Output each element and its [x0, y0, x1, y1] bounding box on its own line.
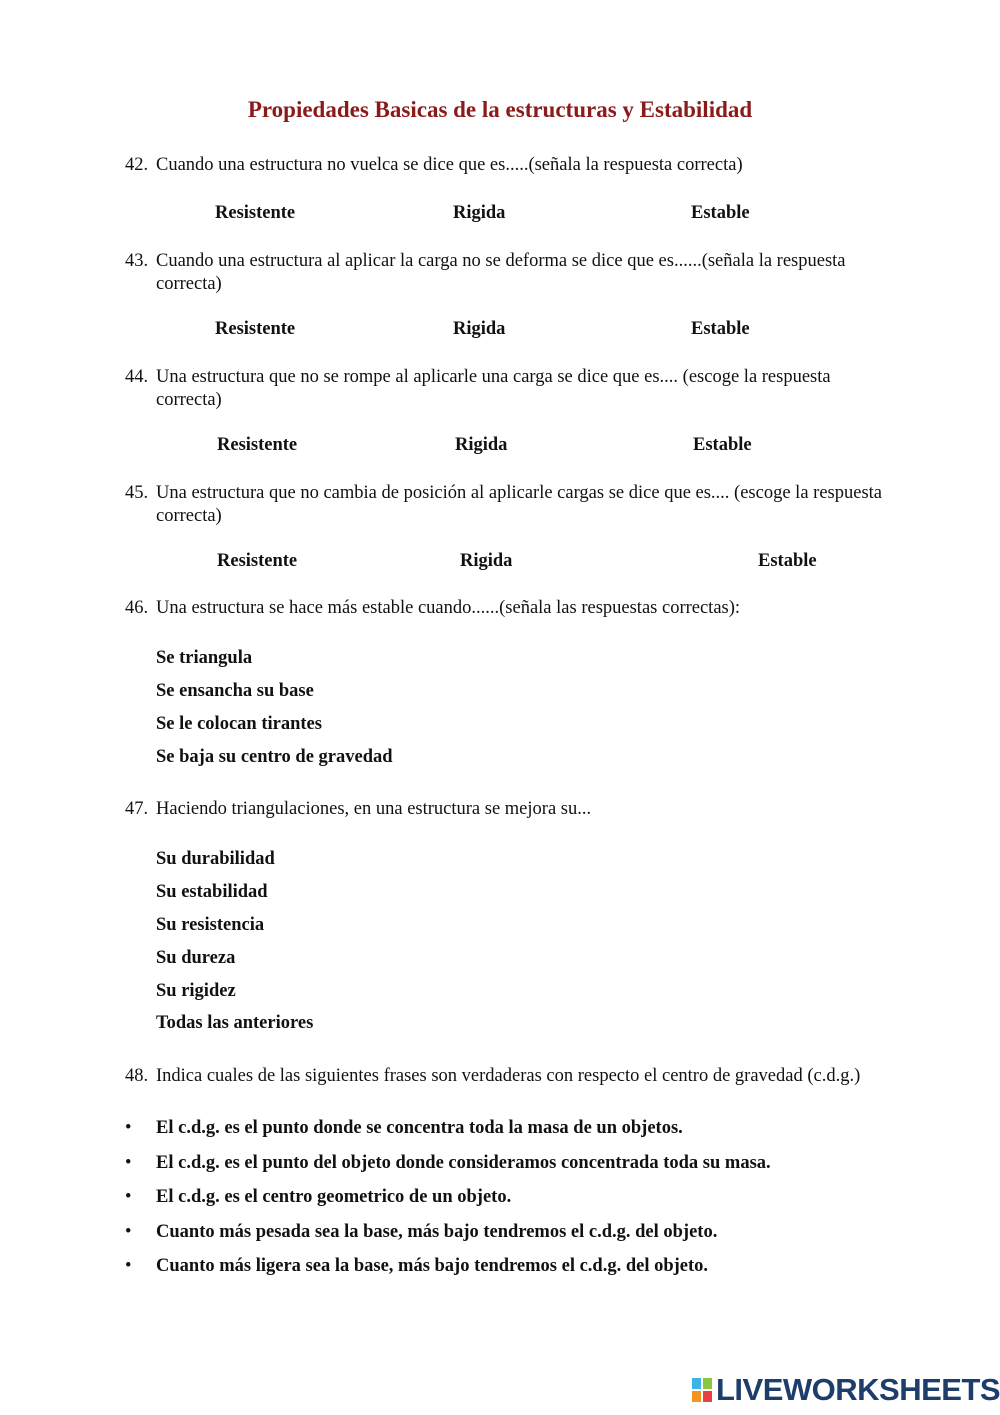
bullet-icon: • [125, 1118, 132, 1138]
option-rigida[interactable]: Rigida [455, 435, 508, 455]
question-44 [125, 366, 885, 412]
option-su-durabilidad[interactable]: Su durabilidad [156, 849, 275, 869]
option-rigida[interactable]: Rigida [453, 203, 506, 223]
option-se-triangula[interactable]: Se triangula [156, 648, 253, 668]
option-estable[interactable]: Estable [693, 435, 752, 455]
option-su-dureza[interactable]: Su dureza [156, 948, 236, 968]
bullet-icon: • [125, 1153, 132, 1173]
statement-text: Cuanto más pesada sea la base, más bajo tendremos el c.d.g. del objeto. [156, 1222, 718, 1242]
question-number: 45. [125, 483, 149, 503]
page-title: Propiedades Basicas de la estructuras y Estabilidad [247, 97, 753, 122]
question-text: Cuando una estructura al aplicar la carga no se deforma se dice que es......(señala la respuesta correcta) [156, 251, 846, 294]
option-resistente[interactable]: Resistente [217, 435, 298, 455]
option-resistente[interactable]: Resistente [215, 203, 296, 223]
option-se-le-colocan-tirantes[interactable]: Se le colocan tirantes [156, 714, 322, 734]
statement-4[interactable] [125, 1222, 717, 1243]
option-se-baja-su-centro-de-gravedad[interactable]: Se baja su centro de gravedad [156, 747, 393, 767]
option-su-rigidez[interactable]: Su rigidez [156, 981, 236, 1001]
question-text: Una estructura se hace más estable cuando......(señala las respuestas correctas): [156, 598, 741, 618]
bullet-icon: • [125, 1187, 132, 1207]
question-text: Haciendo triangulaciones, en una estructura se mejora su... [156, 799, 592, 819]
question-text: Cuando una estructura no vuelca se dice que es.....(señala la respuesta correcta) [156, 155, 743, 175]
bullet-icon: • [125, 1256, 132, 1276]
option-resistente[interactable]: Resistente [215, 319, 296, 339]
question-45 [125, 482, 885, 528]
question-number: 44. [125, 367, 149, 387]
question-number: 47. [125, 799, 149, 819]
question-number: 46. [125, 598, 149, 618]
statement-5[interactable] [125, 1256, 708, 1277]
question-48 [125, 1065, 885, 1088]
question-47 [125, 798, 885, 821]
statement-text: El c.d.g. es el centro geometrico de un objeto. [156, 1187, 512, 1207]
option-su-resistencia[interactable]: Su resistencia [156, 915, 265, 935]
option-todas-las-anteriores[interactable]: Todas las anteriores [156, 1013, 314, 1033]
statement-2[interactable] [125, 1153, 771, 1174]
option-estable[interactable]: Estable [758, 551, 817, 571]
question-number: 42. [125, 155, 149, 175]
liveworksheets-logo [692, 1372, 1000, 1408]
statement-text: El c.d.g. es el punto donde se concentra toda la masa de un objetos. [156, 1118, 683, 1138]
statement-text: El c.d.g. es el punto del objeto donde consideramos concentrada toda su masa. [156, 1153, 771, 1173]
option-se-ensancha-su-base[interactable]: Se ensancha su base [156, 681, 314, 701]
question-43 [125, 250, 885, 296]
option-resistente[interactable]: Resistente [217, 551, 298, 571]
question-text: Una estructura que no cambia de posición al aplicarle cargas se dice que es.... (escoge la respuesta correcta) [156, 483, 882, 526]
question-text: Indica cuales de las siguientes frases son verdaderas con respecto el centro de gravedad (c.d.g.) [156, 1066, 861, 1086]
question-text: Una estructura que no se rompe al aplicarle una carga se dice que es.... (escoge la respuesta correcta) [156, 367, 831, 410]
option-rigida[interactable]: Rigida [460, 551, 513, 571]
option-su-estabilidad[interactable]: Su estabilidad [156, 882, 268, 902]
question-42 [125, 154, 885, 177]
question-number: 43. [125, 251, 149, 271]
question-46 [125, 597, 885, 620]
statement-3[interactable] [125, 1187, 511, 1208]
question-number: 48. [125, 1066, 149, 1086]
bullet-icon: • [125, 1222, 132, 1242]
statement-text: Cuanto más ligera sea la base, más bajo tendremos el c.d.g. del objeto. [156, 1256, 709, 1276]
option-estable[interactable]: Estable [691, 203, 750, 223]
logo-text: LIVEWORKSHEETS [716, 1372, 1000, 1407]
option-rigida[interactable]: Rigida [453, 319, 506, 339]
option-estable[interactable]: Estable [691, 319, 750, 339]
liveworksheets-icon [692, 1377, 714, 1403]
statement-1[interactable] [125, 1118, 683, 1139]
